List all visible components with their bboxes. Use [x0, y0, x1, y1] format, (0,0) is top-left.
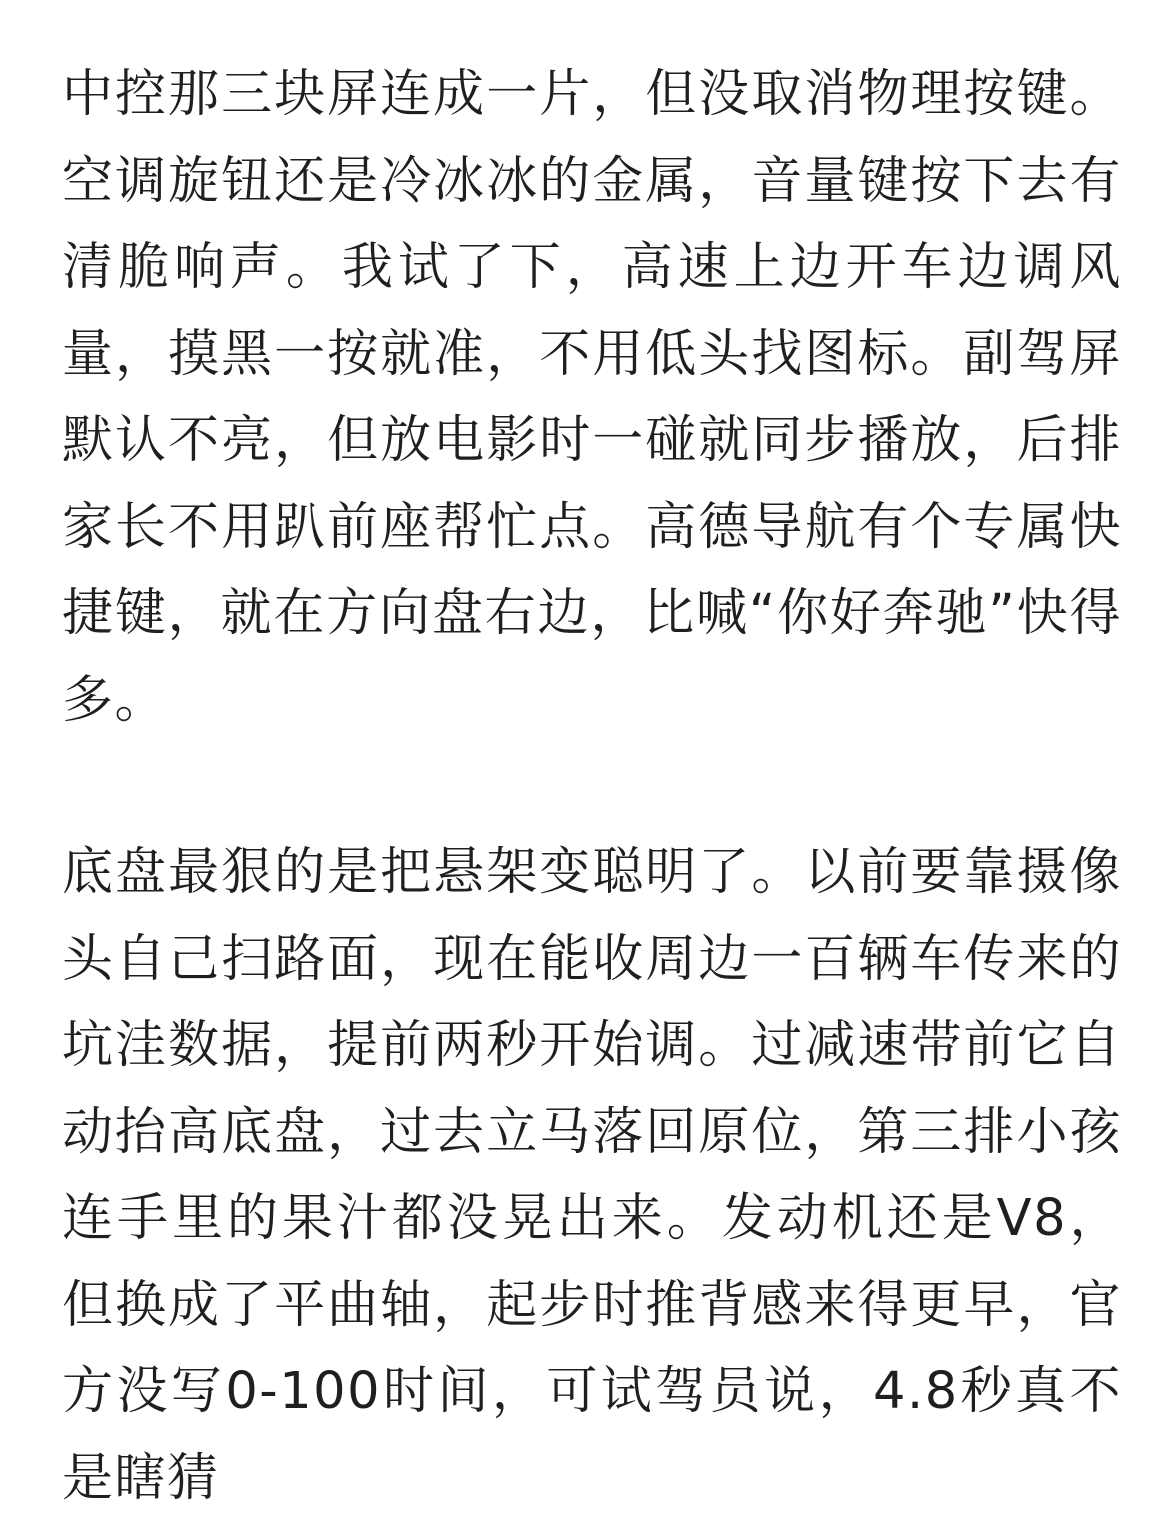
paragraph-chassis-engine: 底盘最狠的是把悬架变聪明了。以前要靠摄像头自己扫路面，现在能收周边一百辆车传来的坑洼数据，提前两秒开始调。过减速带前它自动抬高底盘，过去立马落回原位，第三排小孩连手里的果汁都没晃出来。发动机还是V8，但换成了平曲轴，起步时推背感来得更早，官方没写0-100时间，可试驾员说，4.8秒真不是瞎猜 — [62, 843, 1122, 1508]
paragraph-interior-controls: 中控那三块屏连成一片，但没取消物理按键。空调旋钮还是冷冰冰的金属，音量键按下去有清脆响声。我试了下，高速上边开车边调风量，摸黑一按就准，不用低头找图标。副驾屏默认不亮，但放电影时一碰就同步播放，后排家长不用趴前座帮忙点。高德导航有个专属快捷键，就在方向盘右边，比喊“你好奔驰”快得多。 — [62, 65, 1122, 730]
article-body — [62, 52, 1122, 1522]
